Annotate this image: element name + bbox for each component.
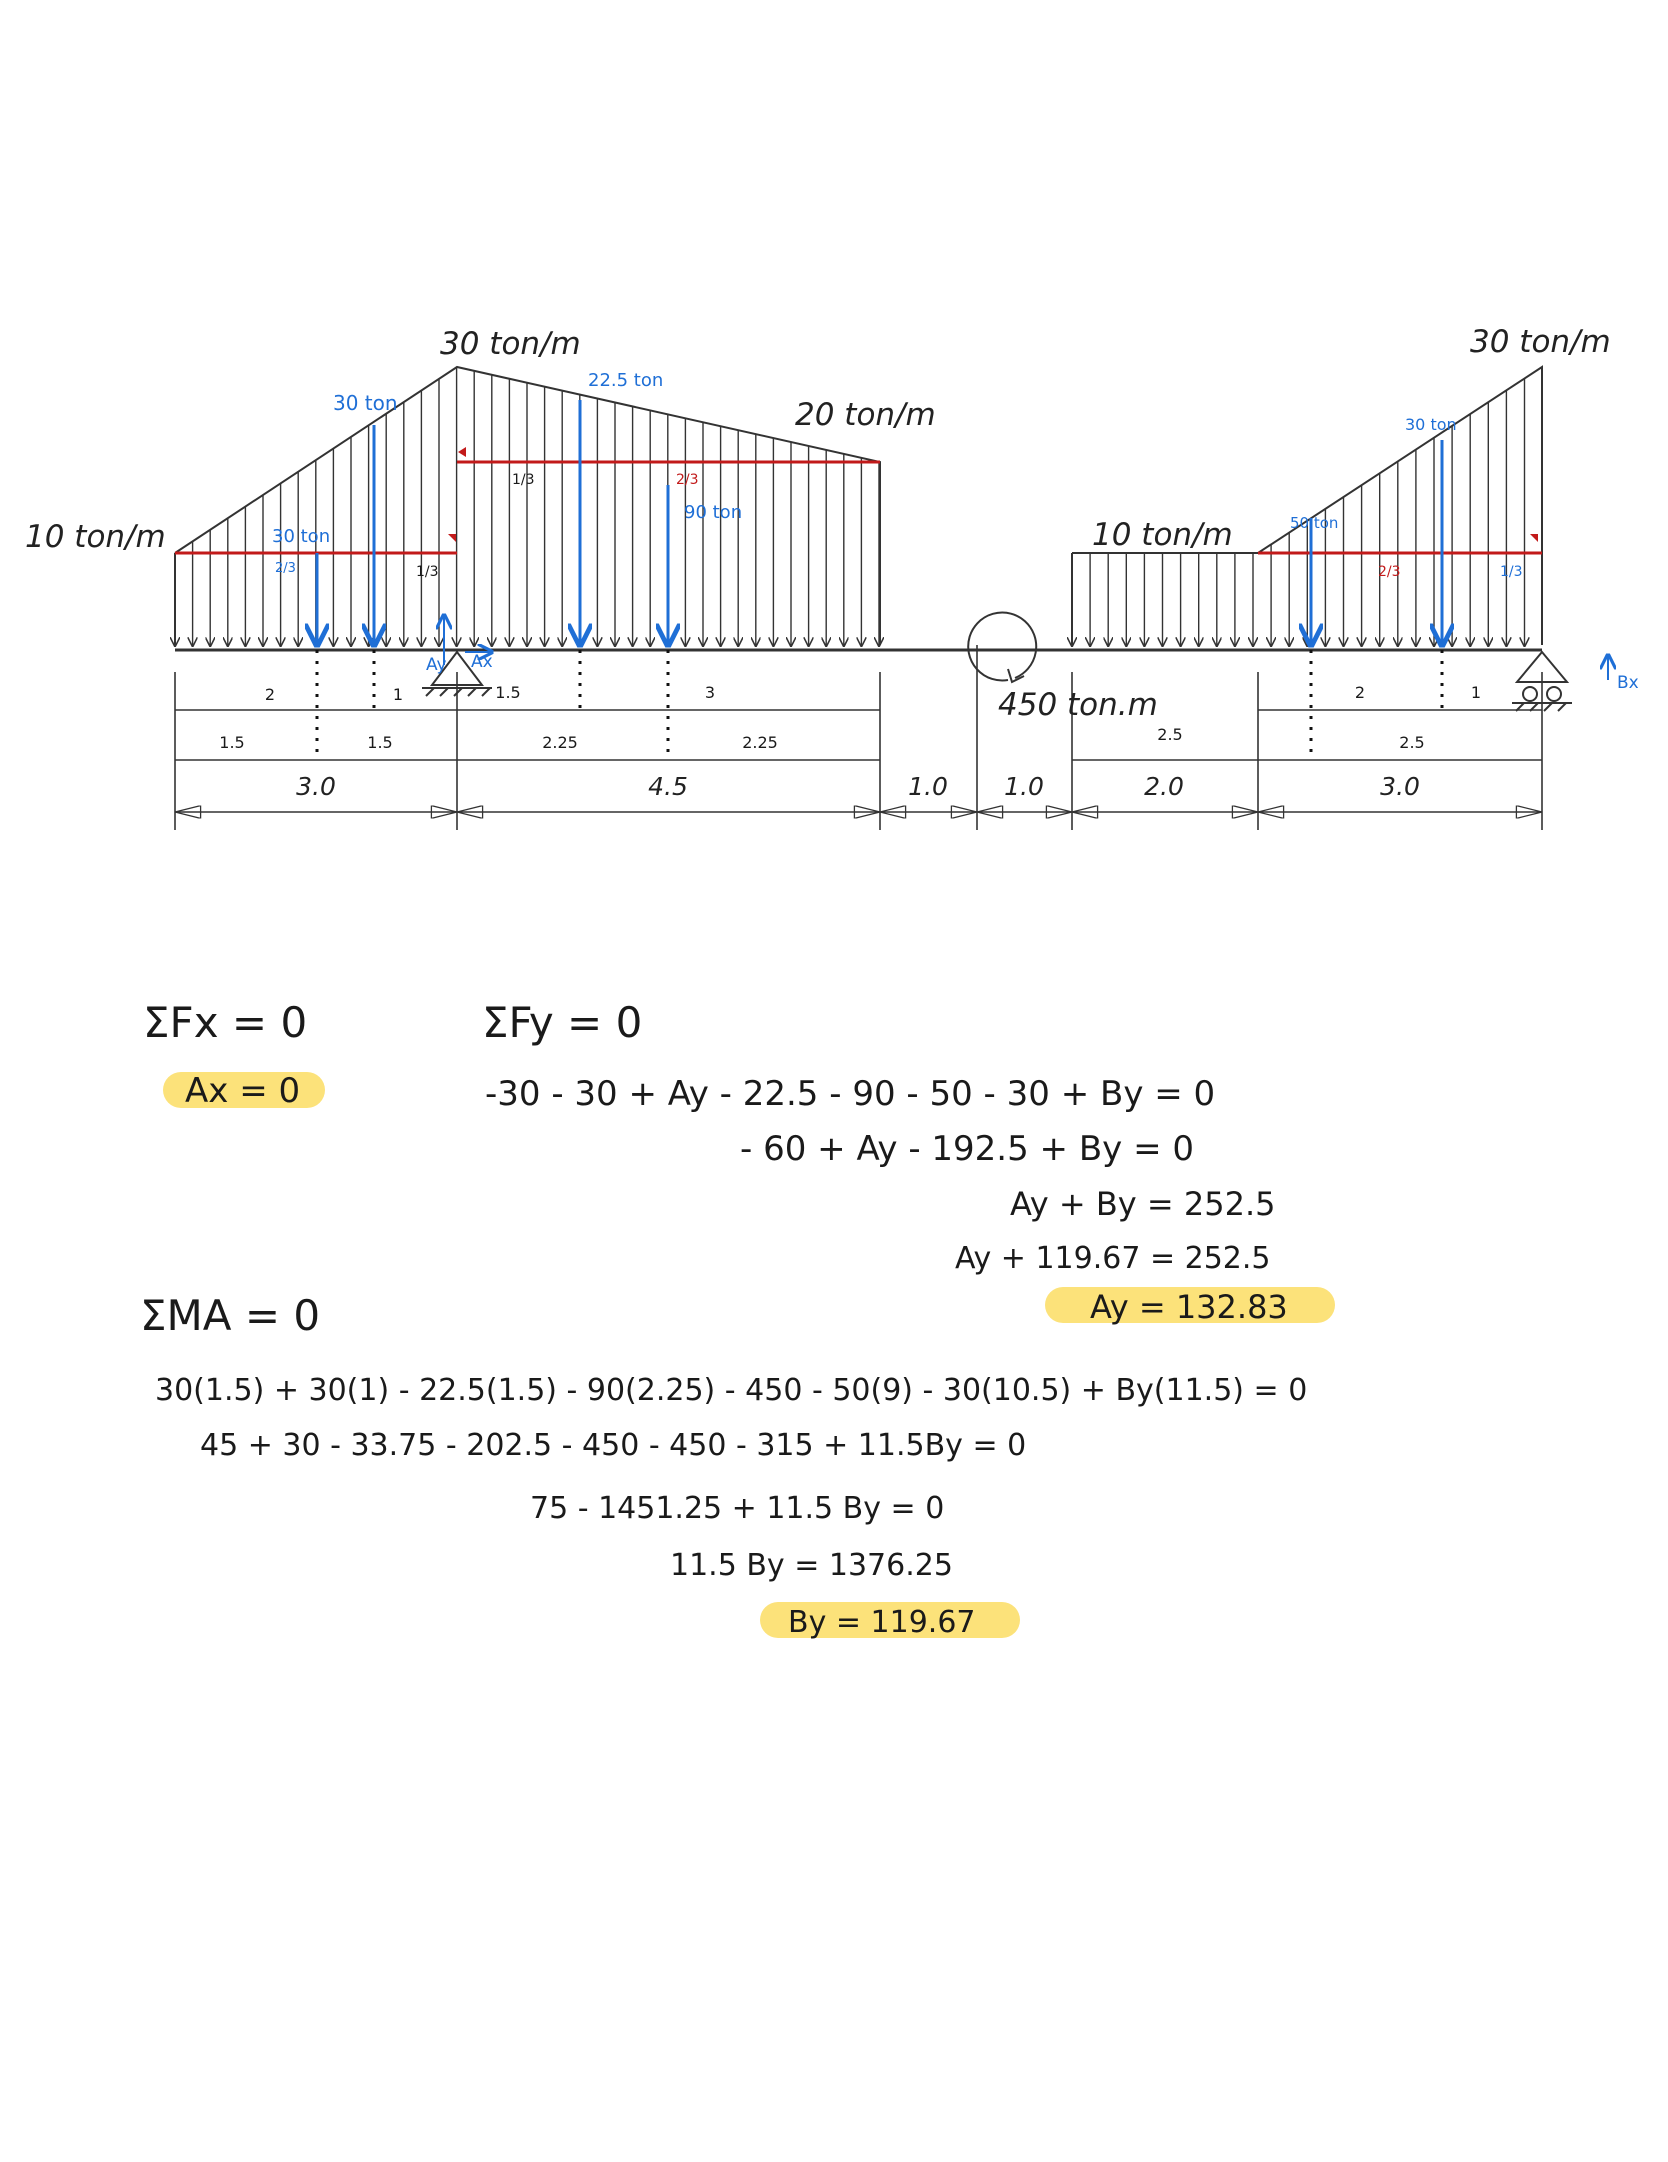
resultant-label-1: 30 ton xyxy=(333,391,398,415)
fraction-label: 1/3 xyxy=(512,472,535,488)
resultant-label-2: 30 ton xyxy=(272,526,331,547)
load-label-left: 10 ton/m xyxy=(25,519,166,555)
resultant-label-6: 30 ton xyxy=(1405,415,1457,434)
fraction-label: 2/3 xyxy=(676,472,699,488)
reaction-label-b: Bx xyxy=(1617,673,1639,693)
dimension-value: 3 xyxy=(704,683,716,702)
sum-fy-equation: ΣFy = 0 xyxy=(482,998,643,1047)
dimension-value: 2.0 xyxy=(1144,772,1184,801)
flag-icon xyxy=(458,447,466,457)
fraction-label: 1/3 xyxy=(416,564,439,580)
fraction-label: 2/3 xyxy=(1378,564,1401,580)
fy-step-1: -30 - 30 + Ay - 22.5 - 90 - 50 - 30 + By = 0 xyxy=(485,1074,1216,1114)
dimension-value: 2.5 xyxy=(1399,733,1425,752)
centroid-lines xyxy=(175,462,1542,553)
sum-ma-equation: ΣMA = 0 xyxy=(140,1291,321,1340)
dimension-value: 4.5 xyxy=(648,772,688,801)
dimension-value: 1.5 xyxy=(495,683,521,702)
flag-icon xyxy=(448,534,456,542)
load-label-right-end: 30 ton/m xyxy=(1470,324,1611,360)
dimension-value: 1.5 xyxy=(219,733,245,752)
load-label-right-start: 10 ton/m xyxy=(1092,517,1233,553)
dimension-value: 2.25 xyxy=(542,733,578,752)
moment-step-3: 75 - 1451.25 + 11.5 By = 0 xyxy=(530,1491,945,1526)
dimension-value: 1.0 xyxy=(908,772,948,801)
sum-fx-equation: ΣFx = 0 xyxy=(143,998,308,1047)
dimension-value: 3.0 xyxy=(1380,772,1420,801)
dimension-value: 2.25 xyxy=(742,733,778,752)
moment-icon xyxy=(968,612,1036,682)
load-label-mid: 20 ton/m xyxy=(795,397,936,433)
moment-step-4: 11.5 By = 1376.25 xyxy=(670,1548,953,1583)
resultant-label-3: 22.5 ton xyxy=(588,370,664,391)
fraction-label: 1/3 xyxy=(1500,564,1523,580)
reaction-label-ay: Ay xyxy=(426,655,447,675)
fy-step-4: Ay + 119.67 = 252.5 xyxy=(955,1241,1271,1276)
moment-step-2: 45 + 30 - 33.75 - 202.5 - 450 - 450 - 315 + 11.5By = 0 xyxy=(200,1428,1027,1463)
dimension-value: 1.5 xyxy=(367,733,393,752)
load-label-peak: 30 ton/m xyxy=(440,326,581,362)
moment-label: 450 ton.m xyxy=(998,687,1158,723)
ay-result: Ay = 132.83 xyxy=(1090,1288,1288,1326)
fraction-label: 2/3 xyxy=(275,561,296,576)
dimension-value: 3.0 xyxy=(296,772,336,801)
reaction-label-ax: Ax xyxy=(471,652,493,672)
dimension-values xyxy=(219,683,1481,801)
dimension-value: 2 xyxy=(1354,683,1366,702)
by-result: By = 119.67 xyxy=(788,1605,976,1640)
flag-icon xyxy=(1530,534,1538,542)
dimension-value: 1 xyxy=(1470,683,1482,702)
fy-step-2: - 60 + Ay - 192.5 + By = 0 xyxy=(740,1129,1195,1169)
moment-step-1: 30(1.5) + 30(1) - 22.5(1.5) - 90(2.25) - 450 - 50(9) - 30(10.5) + By(11.5) = 0 xyxy=(155,1373,1308,1408)
resultant-label-5: 50 ton xyxy=(1290,514,1339,532)
dimension-value: 1 xyxy=(392,685,404,704)
ax-result: Ax = 0 xyxy=(185,1071,301,1111)
dimension-value: 1.0 xyxy=(1004,772,1044,801)
dimension-value: 2.5 xyxy=(1157,725,1183,744)
fy-step-3: Ay + By = 252.5 xyxy=(1010,1185,1276,1223)
resultant-label-4: 90 ton xyxy=(684,502,743,523)
dimension-value: 2 xyxy=(264,685,276,704)
diagram-labels xyxy=(25,324,1639,723)
